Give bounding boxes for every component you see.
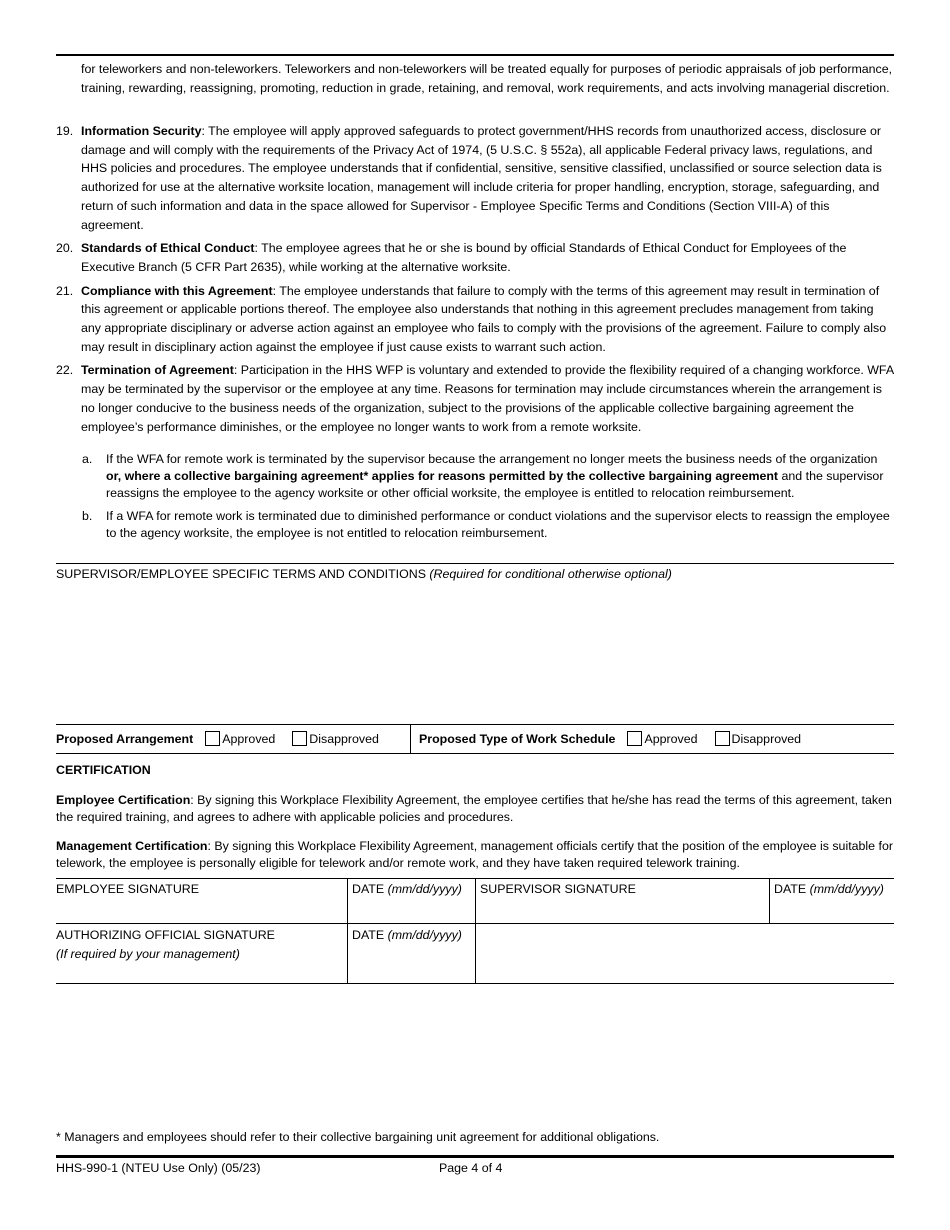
employee-signature-field[interactable] bbox=[56, 879, 348, 923]
date-label: DATE bbox=[774, 882, 810, 896]
subitem-text-end: and the supervisor reassigns the employee to the agency worksite or other official worksite, the employee is entitled to relocation reimbursement. bbox=[106, 469, 884, 500]
footnote: * Managers and employees should refer to their collective bargaining unit agreement for additional obligations. bbox=[56, 1130, 660, 1144]
employee-certification-text: : By signing this Workplace Flexibility Agreement, the employee certifies that he/she has read the terms of this agreement, taken the required training, and agrees to adhere with applicable policies and procedures. bbox=[56, 793, 892, 824]
agreement-items bbox=[56, 122, 894, 441]
supervisor-signature-label: SUPERVISOR SIGNATURE bbox=[480, 882, 636, 896]
item-number: 22. bbox=[56, 363, 74, 378]
management-certification-text: : By signing this Workplace Flexibility Agreement, management officials certify that the position of the employee is suitable for telework, the employee is personally eligible for telework and/or remote work, and they have taken required telework training. bbox=[56, 839, 893, 870]
proposed-arrangement-group bbox=[56, 725, 411, 753]
item-number: 21. bbox=[56, 283, 74, 298]
subitem-b bbox=[82, 508, 894, 542]
item-number: 20. bbox=[56, 241, 74, 256]
authorizing-signature-note: (If required by your management) bbox=[56, 946, 240, 961]
employee-certification bbox=[56, 792, 894, 826]
arrangement-approved-option[interactable] bbox=[205, 730, 275, 749]
top-rule bbox=[56, 54, 894, 56]
approval-row bbox=[56, 724, 894, 754]
approved-label: Approved bbox=[222, 731, 276, 746]
form-page bbox=[56, 0, 894, 1230]
management-certification bbox=[56, 838, 894, 872]
date-format: (mm/dd/yyyy) bbox=[387, 882, 462, 896]
schedule-approved-checkbox[interactable] bbox=[627, 731, 642, 746]
approved-label: Approved bbox=[644, 731, 698, 746]
page-number: Page 4 of 4 bbox=[439, 1161, 503, 1175]
employee-signature-label: EMPLOYEE SIGNATURE bbox=[56, 882, 199, 896]
disapproved-label: Disapproved bbox=[309, 731, 379, 746]
bottom-rule bbox=[56, 1155, 894, 1158]
item-number: 19. bbox=[56, 124, 74, 138]
specific-terms-label: SUPERVISOR/EMPLOYEE SPECIFIC TERMS AND CONDITIONS bbox=[56, 567, 430, 581]
arrangement-approved-checkbox[interactable] bbox=[205, 731, 220, 746]
empty-cell bbox=[476, 924, 894, 983]
date-label: DATE bbox=[352, 928, 388, 942]
schedule-disapproved-option[interactable] bbox=[715, 730, 802, 749]
continuation-paragraph: for teleworkers and non-teleworkers. Teleworkers and non-teleworkers will be treated equally for purposes of periodic appraisals of job performance, training, rewarding, reassigning, promoting, reduction in grade, retaining, and removal, work requirements, and acts involving managerial discretion. bbox=[81, 62, 893, 95]
termination-subitems bbox=[82, 451, 894, 548]
subitem-text: If the WFA for remote work is terminated by the supervisor because the arrangement no longer meets the business needs of the organization bbox=[106, 452, 878, 466]
supervisor-signature-field[interactable] bbox=[476, 879, 770, 923]
subitem-letter: a. bbox=[82, 452, 93, 466]
signature-row-2 bbox=[56, 924, 894, 984]
subitem-letter: b. bbox=[82, 509, 93, 523]
proposed-schedule-label: Proposed Type of Work Schedule bbox=[419, 731, 616, 746]
item-title: Standards of Ethical Conduct bbox=[81, 241, 255, 256]
date-format: (mm/dd/yyyy) bbox=[387, 928, 462, 942]
proposed-schedule-group bbox=[411, 725, 801, 753]
item-22 bbox=[56, 361, 894, 436]
date-label: DATE bbox=[352, 882, 388, 896]
item-text: : The employee understands that failure to comply with the terms of this agreement may result in termination of this agreement or applicable portions thereof. The employee also understands that nothing in this agreement precludes management from taking any appropriate disciplinary or adverse action against an employee who fails to comply with the provisions of the agreement. Failure to comply also may result in disciplinary action against the employee if just cause exists to warrant such action. bbox=[81, 283, 887, 354]
item-text: : Participation in the HHS WFP is voluntary and extended to provide the flexibility required of a changing workforce. WFA may be terminated by the supervisor or the employee at any time. Reasons for termination may include circumstances wherein the arrangement is no longer conducive to the business needs of the organization, subject to the provisions of the applicable collective bargaining agreement the employee’s performance diminishes, or the employee no longer wants to work from a remote worksite. bbox=[81, 363, 894, 434]
subitem-bold-text: or, where a collective bargaining agreement* applies for reasons permitted by the collective bargaining agreement bbox=[106, 469, 779, 483]
subitem-a bbox=[82, 451, 894, 502]
date-format: (mm/dd/yyyy) bbox=[809, 882, 884, 896]
form-id: HHS-990-1 (NTEU Use Only) (05/23) bbox=[56, 1161, 261, 1175]
management-certification-title: Management Certification bbox=[56, 839, 208, 853]
schedule-disapproved-checkbox[interactable] bbox=[715, 731, 730, 746]
employee-certification-title: Employee Certification bbox=[56, 793, 191, 807]
schedule-approved-option[interactable] bbox=[627, 730, 697, 749]
item-20 bbox=[56, 239, 894, 276]
item-19 bbox=[56, 122, 894, 234]
item-title: Information Security bbox=[81, 124, 202, 138]
authorizing-date-field[interactable] bbox=[348, 924, 476, 983]
item-text: : The employee agrees that he or she is bound by official Standards of Ethical Conduct for Employees of the Executive Branch (5 CFR Part 2635), while working at the alternative worksite. bbox=[81, 241, 847, 274]
item-title: Termination of Agreement bbox=[81, 363, 234, 378]
subitem-text: If a WFA for remote work is terminated due to diminished performance or conduct violations and the supervisor elects to reassign the employee to the agency worksite, the employee is not entitled to relocation reimbursement. bbox=[106, 509, 890, 540]
item-21 bbox=[56, 282, 894, 357]
supervisor-date-field[interactable] bbox=[770, 879, 894, 923]
authorizing-signature-label: AUTHORIZING OFFICIAL SIGNATURE bbox=[56, 928, 275, 942]
specific-terms-note: (Required for conditional otherwise optional) bbox=[429, 567, 672, 581]
signature-table bbox=[56, 878, 894, 984]
item-text: : The employee will apply approved safeguards to protect government/HHS records from unauthorized access, disclosure or damage and will comply with the requirements of the Privacy Act of 1974, (5 U.S.C. § 552a), all applicable Federal privacy laws, regulations, and HHS policies and procedures. The employee understands that if confidential, sensitive, sensitive classified, unclassified or source selection data is authorized for use at the alternative worksite location, management will include criteria for proper handling, encryption, storage, safeguarding, and return of such information and data in the space allowed for Supervisor - Employee Specific Terms and Conditions (Section VIII-A) of this agreement. bbox=[81, 124, 882, 232]
specific-terms-field[interactable] bbox=[56, 563, 894, 584]
disapproved-label: Disapproved bbox=[731, 731, 802, 746]
signature-row-1 bbox=[56, 879, 894, 924]
arrangement-disapproved-option[interactable] bbox=[292, 730, 379, 749]
certification-heading: CERTIFICATION bbox=[56, 763, 151, 777]
employee-date-field[interactable] bbox=[348, 879, 476, 923]
proposed-arrangement-label: Proposed Arrangement bbox=[56, 731, 194, 746]
arrangement-disapproved-checkbox[interactable] bbox=[292, 731, 307, 746]
item-title: Compliance with this Agreement bbox=[81, 283, 273, 298]
authorizing-signature-field[interactable] bbox=[56, 924, 348, 983]
